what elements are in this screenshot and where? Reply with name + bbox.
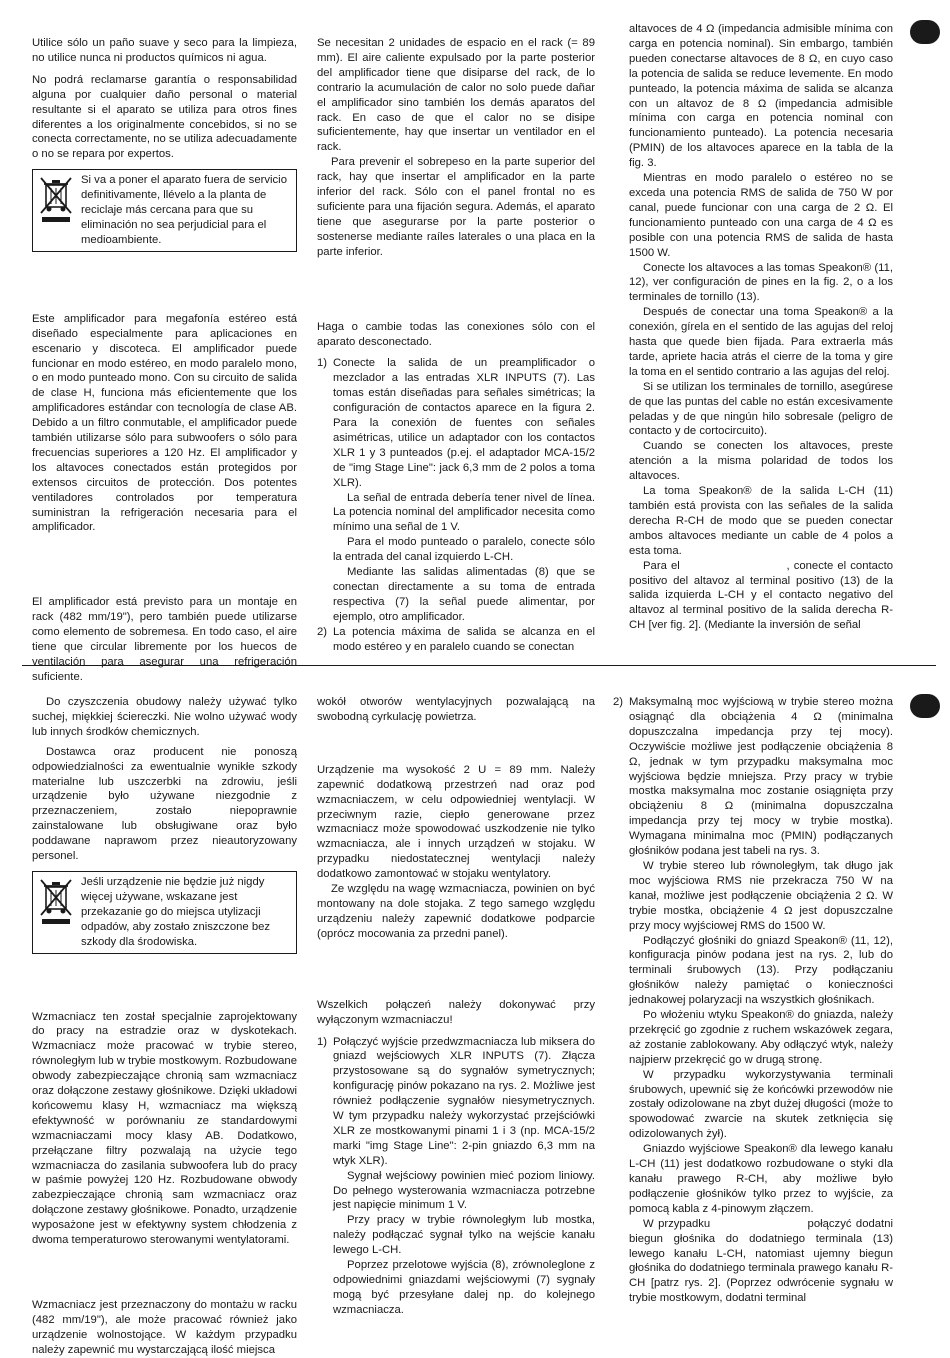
pl-item2-para-f: Gniazdo wyjściowe Speakon® dla lewego kanału L-CH (11) jest dodatkowo rozbudowane o styki dla kanału prawego R-CH, aby możliwe było podłączenie głośników tylko przez to wyjście, za pomocą kabla z 4-pinowym złączem. — [629, 1143, 893, 1215]
es-list-item-1 — [317, 356, 595, 624]
es-lch-speakon-text: La toma Speakon® de la salida L-CH (11) también está provista con las señales de la salida derecha R-CH de modo que se pueden conectar ambos altavoces mediante un cable de 4 polos a esta toma. — [629, 485, 893, 557]
es-description-text: Este amplificador para megafonía estéreo está diseñado especialmente para aplicaciones en escenario y discoteca. El amplificador puede funcionar en modo estéreo, en modo paralelo mono, o en modo punteado mono. Con su circuito de salida de clase H, funciona más eficientemente que los amplificadores estándar con tecnología de clase AB. Debido a un filtro conmutable, el amplificador puede también utilizarse sólo para subwoofers o sólo para frecuencias superiores a 120 Hz. El amplificador y los altavoces conectados están protegidos por extensos circuitos de protección. Dos potentes ventiladores controlados por temperatura suministran la refrigeración necesaria para el amplificador. — [32, 312, 297, 534]
pl-list-item-2 — [613, 695, 897, 1306]
es-list-number-1: 1) — [317, 357, 328, 370]
es-column-3 — [629, 22, 897, 633]
pl-ventilation-text: wokół otworów wentylacyjnych pozwalającą na swobodną cyrkulację powietrza. — [317, 696, 595, 723]
es-column-1 — [32, 36, 297, 685]
es-item1-para-c: Para el modo punteado o paralelo, conecte sólo la entrada del canal izquierdo L-CH. — [333, 536, 595, 564]
crossed-bin-icon — [37, 173, 75, 225]
crossed-bin-icon — [37, 875, 75, 927]
pl-item2-para-d: Po włożeniu wtyku Speakon® do gniazda, należy przekręcić go zgodnie z ruchem wskazówek zegara, aż zostanie zablokowany. Aby odłączyć wtyk, należy najpierw przekręcić go w drugą stronę. — [629, 1009, 893, 1066]
es-speakon-text: Conecte los altavoces a las tomas Speakon® (11, 12), ver configuración de pines en la fig. 2, o a los terminales de tornillo (13). — [629, 261, 893, 304]
pl-weee-notice — [32, 871, 297, 954]
es-warranty-text: No podrá reclamarse garantía o responsabilidad alguna por cualquier daño personal o material resultante si el aparato se utiliza para otros fines diferentes a los originalmente concebidos, si no se conecta correctamente, no se utiliza adecuadamente o no se repara por expertos. — [32, 73, 298, 161]
language-marker-es — [910, 20, 940, 44]
pl-item2-para-a: Maksymalną moc wyjściową w trybie stereo można osiągnąć dla obciążenia 4 Ω (minimalna dopuszczalna impedancja przy tej mocy). Oczywiście możliwe jest podłączenie obciążenia 8 Ω, jednak w tym przypadku maksymalna moc wyjściowa będzie mniejsza. Przy pracy w trybie mostka maksymalna moc zostanie osiągnięta przy obciążeniu 8 Ω (minimalna dopuszczalna impedancja przy tej mocy w trybie mostka). Wymagana minimalna moc (PMIN) podłączanych głośników podana jest tabeli na rys. 3. — [629, 696, 893, 858]
page-divider — [22, 665, 936, 666]
es-bridge-text: Para el , conecte el contacto positivo del altavoz al terminal positivo (13) de la salida izquierda L-CH y el contacto negativo del altavoz al terminal positivo de la salida derecha R-CH [ver fig. 2]. (Mediante la inversión de señal — [629, 559, 897, 632]
pl-item1-para-c: Przy pracy w trybie równoległym lub mostka, należy podłączać sygnał tylko na wejście kanału lewego L-CH. — [333, 1214, 595, 1257]
es-speaker-impedance-text: altavoces de 4 Ω (impedancia admisible mínima con carga en potencia nominal). Sin embargo, también pueden conectarse altavoces de 8 Ω, en cuyo caso la potencia de salida se reduce levemente. En modo punteado, la potencia máxima de salida se alcanza con un altavoz de 8 Ω (impedancia admisible mínima con carga en potencia nominal con funcionamiento punteado). La potencia necesaria (PMIN) de los altavoces aparece en la tabla de la fig. 3. — [629, 23, 893, 170]
pl-item1-para-d: Poprzez przelotowe wyjścia (8), zrównoleglone z odpowiednimi gniazdami wejściowymi (7) sygnały mogą być przesyłane dalej np. do kolejnego wzmacniacza. — [333, 1259, 595, 1316]
es-weee-notice — [32, 169, 297, 252]
pl-connections-intro: Wszelkich połączeń należy dokonywać przy wyłączonym wzmacniaczu! — [317, 998, 595, 1026]
pl-mounting-text: Wzmacniacz jest przeznaczony do montażu w racku (482 mm/19"), ale może pracować również jako urządzenie wolnostojące. W każdym przypadku należy zapewnić mu wystarczającą ilość miejsca — [32, 1299, 297, 1356]
pl-rack-weight-text: Ze względu na wagę wzmacniacza, powinien on być montowany na dole stojaka. Z tego samego względu urządzeniu należy zapewnić dodatkowe podparcie (oprócz mocowania za przedni panel). — [317, 883, 595, 940]
pl-list-item-1 — [317, 1035, 595, 1318]
es-rack-text: Se necesitan 2 unidades de espacio en el rack (= 89 mm). El aire caliente expulsado por la parte posterior del amplificador tiene que disiparse del rack, de lo contrario la acumulación de calor no solo puede dañar el amplificador sino también los demás aparatos del rack. En caso de que el calor no se disipe suficientemente, hay que insertar un ventilador en el rack. — [317, 37, 595, 154]
pl-description-text: Wzmacniacz ten został specjalnie zaprojektowany do pracy na estradzie oraz w dyskotekach. Wzmacniacz może pracować w trybie stereo, równoległym lub w trybie mostkowym. Rozbudowane obwody zabezpieczające chronią sam wzmacniacz oraz dołączone zestawy głośnikowe. Dzięki układowi końcowemu klasy H, wzmacniacz ma większą efektywność w porównaniu ze standardowymi wzmacniaczami mocy klasy AB. Dodatkowo, przełączane filtry pozwalają na użycie tego wzmacniacza do zasilania subwoofera lub do pracy w paśmie powyżej 120 Hz. Rozbudowane obwody zabezpieczające chronią sam wzmacniacz oraz dołączone zestawy głośnikowe. Ponadto, urządzenie wyposażone jest w efektywny system chłodzenia z dwoma temperaturowo sterowanymi wentylatorami. — [32, 1010, 297, 1247]
pl-item2-para-g: W przypadku połączyć dodatni biegun głośnika do dodatniego terminala (13) lewego kanału L-CH, natomiast ujemny biegun głośnika do dodatniego terminala prawego kanału R-CH [patrz rys. 2]. (Poprzez odwrócenie sygnału w trybie mostkowym, dodatni terminal — [629, 1217, 897, 1305]
pl-list-number-2: 2) — [613, 696, 624, 708]
pl-weee-text: Jeśli urządzenie nie będzie już nigdy więcej używane, wskazane jest przekazanie go do miejsca utylizacji odpadów, aby zostało zniszczone bez szkody dla środowiska. — [81, 875, 271, 948]
pl-cleaning-text: Do czyszczenia obudowy należy używać tylko suchej, miękkiej ściereczki. Nie wolno używać wody lub innych środków chemicznych. — [32, 696, 297, 738]
pl-item1-para-a: Połączyć wyjście przedwzmacniacza lub miksera do gniazd wejściowych XLR INPUTS (7). Złącza przystosowane są do sygnałów symetrycznych; konfigurację pinów pokazano na rys. 2. Możliwe jest również podłączenie sygnałów niesymetrycznych. W tym przypadku należy wykorzystać przejściówki XLR ze mostkowanymi pinami 1 i 3 (np. MCA-15/2 marki "img Stage Line": 2-pin gniazdo 6,3 mm na wtyk XLR). — [333, 1035, 595, 1167]
es-polarity-text: Cuando se conecten los altavoces, preste atención a la misma polaridad de todos los altavoces. — [629, 440, 893, 483]
es-mounting-text: El amplificador está previsto para un montaje en rack (482 mm/19"), pero también puede utilizarse como elemento de sobremesa. En todo caso, el aire tiene que circular libremente por los huecos de ventilación para asegurar una refrigeración suficiente. — [32, 596, 297, 683]
es-list-item-2 — [317, 625, 595, 655]
pl-column-2 — [317, 695, 595, 1318]
pl-item2-para-c: Podłączyć głośniki do gniazd Speakon® (11, 12), konfiguracja pinów podana jest na rys. 2, lub do terminali śrubowych (13). Przy podłączaniu głośników należy pamiętać o konieczności jednakowej polaryzacji na wszystkich głośnikach. — [629, 934, 893, 1007]
language-marker-pl — [910, 694, 940, 718]
es-list-number-2: 2) — [317, 625, 328, 638]
es-item2-para-a: La potencia máxima de salida se alcanza en el modo estéreo y en paralelo cuando se conectan — [333, 625, 595, 653]
pl-item1-para-b: Sygnał wejściowy powinien mieć poziom liniowy. Do pełnego wysterowania wzmacniacza potrzebne jest napięcie minimum 1 V. — [333, 1169, 595, 1212]
es-cleaning-text: Utilice sólo un paño suave y seco para la limpieza, no utilice nunca ni productos químicos ni agua. — [32, 37, 297, 64]
pl-rack-text: Urządzenie ma wysokość 2 U = 89 mm. Należy zapewnić dodatkową przestrzeń nad oraz pod wzmacniaczem, w celu odpowiedniej wentylacji. W przeciwnym razie, ciepło generowane przez wzmacniacz może spowodować uszkodzenie nie tylko wzmacniacza, ale i innych urządzeń w stojaku. W przypadku niedostatecznej wentylacji należy dodatkowo zamontować w stojaku wentylatory. — [317, 763, 595, 881]
es-column-2 — [317, 36, 595, 655]
pl-column-1 — [32, 695, 297, 1358]
es-load-text: Mientras en modo paralelo o estéreo no se exceda una potencia RMS de salida de 750 W por canal, puede funcionar con una carga de 2 Ω. El funcionamiento punteado con una carga de 4 Ω es posible con una potencia RMS de salida de hasta 1500 W. — [629, 172, 893, 259]
es-rack-weight-text: Para prevenir el sobrepeso en la parte superior del rack, hay que insertar el amplificador en la parte inferior del rack. Sólo con el panel frontal no es suficiente para una fijación segura. Además, el aparato tiene que asegurarse por la parte posterior o sostenerse mediante raíles laterales o una placa en la parte inferior. — [317, 156, 595, 258]
pl-warranty-text: Dostawca oraz producent nie ponoszą odpowiedzialności za ewentualnie wynikłe szkody materialne lub uszczerbki na zdrowiu, jeśli urządzenie było używane niezgodnie z przeznaczeniem, zostało niepoprawnie zainstalowane lub obsługiwane oraz było poddawane naprawom przez nieautoryzowany personel. — [32, 745, 297, 863]
es-screw-terminal-text: Si se utilizan los terminales de tornillo, asegúrese de que las puntas del cable no están excesivamente peladas y de que ningún hilo sobresale (peligro de contacto y de cortocircuito). — [629, 380, 893, 438]
es-speakon-lock-text: Después de conectar una toma Speakon® a la conexión, gírela en el sentido de las agujas del reloj hasta que quede bien fijada. Para extraerla más tarde, apriete hacia atrás el cierre de la toma y gire la toma en el sentido contrario a las agujas del reloj. — [629, 306, 893, 378]
es-item1-para-b: La señal de entrada debería tener nivel de línea. La potencia nominal del amplificador necesita como mínimo una señal de 1 V. — [333, 491, 595, 534]
pl-column-3 — [613, 695, 897, 1306]
es-item1-para-a: Conecte la salida de un preamplificador o mezclador a las entradas XLR INPUTS (7). Las tomas están diseñadas para señales simétricas; la configuración de contactos aparece en la figura 2. Para la conexión de fuentes con señales asimétricas, utilice un adaptador con los contactos XLR 1 y 3 punteados (p.ej. el adaptador MCA-15/2 de "img Stage Line": jack 6,3 mm de 2 polos a toma XLR). — [333, 357, 595, 489]
pl-item2-para-e: W przypadku wykorzystywania terminali śrubowych, upewnić się że końcówki przewodów nie zostały odizolowane na zbyt dużej długości (może to spowodować zwarcie na skutek zetknięcia się odizolowanych żył). — [629, 1068, 893, 1141]
pl-item2-para-b: W trybie stereo lub równoległym, tak długo jak moc wyjściowa RMS nie przekracza 750 W na kanał, możliwe jest podłączenie obciążenia 2 Ω. W trybie mostka, obciążenie 4 Ω jest dopuszczalne przy mocy wyjściowej RMS do 1500 W. — [629, 859, 893, 932]
es-weee-text: Si va a poner el aparato fuera de servicio definitivamente, llévelo a la planta de reciclaje más cercana para que su eliminación no sea perjudicial para el medioambiente. — [81, 174, 287, 246]
es-connections-intro: Haga o cambie todas las conexiones sólo con el aparato desconectado. — [317, 320, 595, 348]
es-item1-para-d: Mediante las salidas alimentadas (8) que se conectan directamente a su toma de entrada respectiva (7) la señal puede alimentar, por ejemplo, otro amplificador. — [333, 566, 595, 623]
pl-list-number-1: 1) — [317, 1035, 328, 1048]
